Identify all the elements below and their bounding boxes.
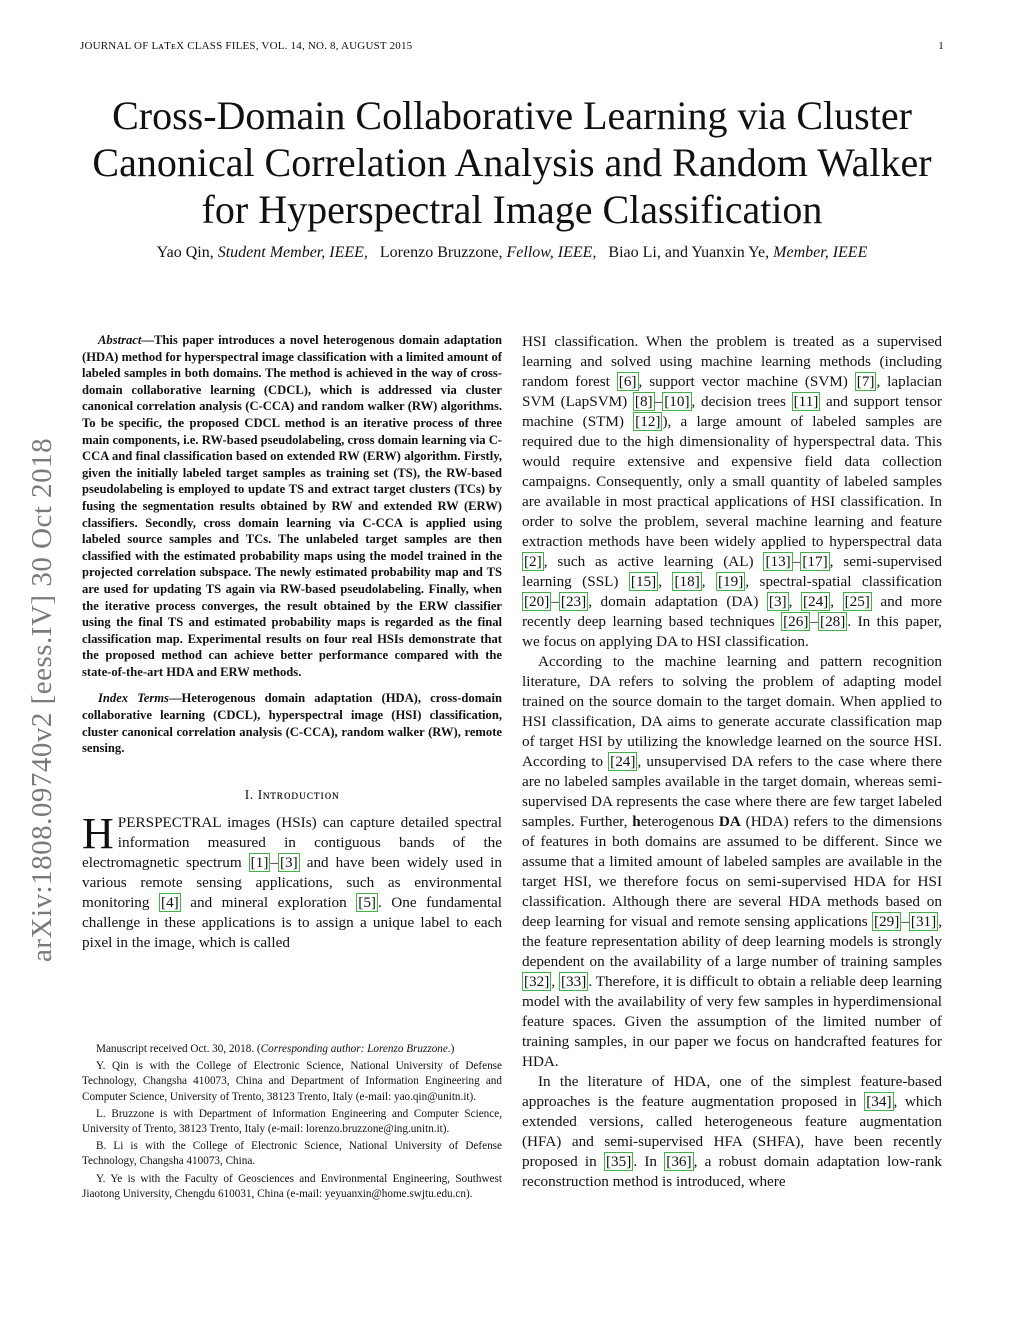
text-run: and more recently deep learning based techniques (522, 593, 943, 630)
abstract (82, 332, 502, 680)
text-run: According to the machine learning and pattern recognition literature, DA refers to solving the problem of adapting model trained on the source domain to the target domain. When applied to HSI classification, DA aims to generate accurate classification map of target HSI by utilizing the knowledge learned on the source HSI. According to (522, 653, 942, 770)
citation-link[interactable]: [23] (560, 593, 587, 610)
citation-link[interactable]: [17] (802, 553, 828, 570)
text-run: , (788, 593, 801, 610)
citation-link[interactable]: [24] (802, 593, 829, 610)
citation-link[interactable]: [18] (674, 573, 700, 590)
citation-link[interactable]: [13] (765, 553, 791, 570)
text-run: , such as active learning (AL) (543, 553, 764, 570)
citation-link[interactable]: [20] (524, 593, 550, 610)
citation-link[interactable]: [19] (718, 573, 744, 590)
citation-link[interactable]: [28] (820, 613, 846, 630)
text-run: – (810, 613, 819, 630)
text-run: eterogenous (640, 813, 719, 830)
citation-link[interactable]: [12] (635, 413, 661, 430)
text-run: – (654, 393, 663, 410)
text-run: , unsupervised DA refers to the case where there are no labeled samples available in the target domain, whereas semi-supervised DA represents the case where there are few target labeled samples. Further, (522, 753, 942, 830)
citation-link[interactable]: [24] (610, 753, 636, 770)
citation-link[interactable]: [2] (524, 553, 542, 570)
footnote-affiliation: Y. Qin is with the College of Electronic Science, National University of Defense Technology, Changsha 410073, China and Department of Information Engineering and Computer Science, University of Trento, 38123 Trento, Italy (e-mail: yao.qin@unitn.it). (82, 1060, 502, 1103)
title-line: Canonical Correlation Analysis and Random Walker (92, 140, 932, 185)
author-name: Yao Qin, (156, 244, 214, 261)
text-run: and have been widely used in various remote sensing applications, such as environmental monitoring (82, 853, 502, 911)
footnote-affiliation: L. Bruzzone is with Department of Information Engineering and Computer Science, University of Trento, 38123 Trento, Italy (e-mail: lorenzo.bruzzone@ing.unitn.it). (82, 1107, 502, 1136)
citation-link[interactable]: [32] (524, 973, 550, 990)
right-column (522, 332, 942, 1192)
body-paragraph (522, 332, 942, 652)
text-run: . Therefore, it is difficult to obtain a reliable deep learning model with the availability of very few samples in hyperdimensional feature spaces. Given the assumption of the limited number of training samples, in our paper we focus on handcrafted features for HDA. (522, 973, 943, 1070)
abstract-text: —This paper introduces a novel heterogenous domain adaptation (HDA) method for hyperspectral image classification with a limited amount of labeled samples in both domains. The method is achieved in the way of cross-domain collaborative learning (CDCL), which is addressed via cluster canonical correlation analysis (C-CCA) and random walker (RW) algorithms. To be specific, the proposed CDCL method is an iterative process of three main components, i.e. RW-based pseudolabeling, cross domain learning via C-CCA and final classification based on extended RW (ERW) algorithm. Firstly, given the initially labeled target samples as training set (TS), the RW-based pseudolabeling is employed to update TS and extract target clusters (TCs) by fusing the segmentation results obtained by RW and extended RW (ERW) classifiers. Secondly, cross domain learning via C-CCA is applied using labeled source samples and TCs. The unlabeled target samples are then classified with the estimated probability maps using the model trained in the projected correlation subspace. The newly estimated probability map and TS are used for updating TS again via RW-based pseudolabeling. Finally, when the iterative process converges, the result obtained by the ERW classifier using the final TS and estimated probability maps is regarded as the final classification map. Experimental results on four real HSIs demonstrate that the proposed method can achieve better performance compared with the state-of-the-art HDA and ERW methods. (82, 333, 502, 679)
abstract-label: Abstract (98, 333, 142, 347)
text-run: , (658, 573, 673, 590)
text-run: PERSPECTRAL images (HSIs) can capture detailed spectral information measured in contiguous bands of the electromagnetic spectrum (82, 813, 502, 871)
text-run: ), a large amount of labeled samples are required due to the high dimensionality of hyperspectral data. This would require extensive and expensive field data collection campaigns. Consequently, only a small quantity of labeled samples are available in most practical applications of HSI classification. In order to solve the problem, several machine learning and feature extraction methods have been widely applied to hyperspectral data (522, 413, 942, 550)
text-run: , which extended versions, called heterogeneous feature augmentation (HFA) and semi-supervised HFA (SHFA), have been recently proposed in (522, 1093, 943, 1170)
citation-link[interactable]: [29] (873, 913, 900, 930)
text-run: , (701, 573, 716, 590)
citation-link[interactable]: [1] (250, 853, 269, 871)
citation-link[interactable]: [10] (664, 393, 690, 410)
text-run: . In (633, 1153, 665, 1170)
text-run: , decision trees (691, 393, 792, 410)
text-run: – (792, 553, 801, 570)
citation-link[interactable]: [33] (561, 973, 587, 990)
index-terms-label: Index Terms (98, 691, 169, 706)
citation-link[interactable]: [15] (630, 573, 657, 590)
citation-link[interactable]: [11] (793, 393, 819, 410)
text-run: – (551, 593, 559, 610)
author-list (60, 244, 964, 262)
text-run: (HDA) refers to the dimensions of features in both domains are assumed to be different. Since we assume that a limited amount of labeled samples are available in the target HSI, we therefore focus on semi-supervised HDA for HSI classification. Although there are several HDA methods based on deep learning for visual and remote sensing applications (522, 813, 943, 930)
text-run: , (551, 973, 559, 990)
author-name: Lorenzo Bruzzone, (379, 244, 503, 261)
citation-link[interactable]: [8] (634, 393, 653, 410)
text-run: – (901, 913, 909, 930)
text-run: , (830, 593, 843, 610)
citation-link[interactable]: [36] (666, 1153, 692, 1170)
text-run: and support tensor machine (STM) (522, 393, 942, 430)
intro-paragraph (82, 808, 503, 953)
title-line: for Hyperspectral Image Classification (201, 187, 823, 232)
citation-link[interactable]: [26] (783, 613, 809, 630)
text-run: Manuscript received Oct. 30, 2018. ( (96, 1043, 261, 1055)
citation-link[interactable]: [35] (606, 1153, 632, 1170)
title-line: Cross-Domain Collaborative Learning via Cluster (112, 93, 912, 138)
footnote-affiliation: B. Li is with the College of Electronic Science, National University of Defense Technology, Changsha 410073, China. (82, 1140, 502, 1168)
text-run: . In this paper, we focus on applying DA to HSI classification. (522, 613, 942, 650)
footnote-affiliation: Y. Ye is with the Faculty of Geosciences and Environmental Engineering, Southwest Jiaotong University, Chengdu 610031, China (e-mail: yeyuanxin@home.swjtu.edu.cn). (82, 1172, 502, 1200)
citation-link[interactable]: [5] (358, 893, 376, 911)
citation-link[interactable]: [3] (279, 853, 298, 871)
drop-cap: H (82, 808, 114, 858)
citation-link[interactable]: [25] (844, 593, 870, 610)
author-role: Fellow, IEEE, (506, 244, 597, 261)
citation-link[interactable]: [31] (910, 913, 937, 930)
index-terms-text: —Heterogenous domain adaptation (HDA), cross-domain collaborative learning (CDCL), hyperspectral image (HSI) classification, cluster canonical correlation analysis (C-CCA), random walker (RW), remote sensing. (82, 691, 502, 756)
footnote-received (82, 1042, 502, 1057)
arxiv-identifier[interactable]: arXiv:1808.09740v2 [eess.IV] 30 Oct 2018 (26, 437, 58, 962)
author-name: Biao Li, and Yuanxin Ye, (608, 244, 770, 261)
citation-link[interactable]: [34] (866, 1093, 892, 1110)
section-heading: I. Iɴᴛʀᴏᴅᴜᴄᴛɪᴏɴ (244, 786, 340, 802)
text-run: HSI classification. When the problem is treated as a supervised learning and solved using machine learning methods (including random forest (522, 333, 942, 390)
citation-link[interactable]: [4] (161, 893, 179, 911)
left-column (82, 332, 502, 953)
footnotes (82, 1042, 502, 1204)
text-run: , spectral-spatial classification (745, 573, 943, 590)
text-run: and mineral exploration (180, 893, 357, 911)
text-run: , a robust domain adaptation low-rank reconstruction method is introduced, where (522, 1153, 942, 1190)
journal-title: JOURNAL OF LᴀTᴇX CLASS FILES, VOL. 14, NO. 8, AUGUST 2015 (80, 40, 413, 52)
emphasis-text: DA (718, 813, 741, 830)
text-run: , support vector machine (SVM) (638, 373, 855, 390)
text-run: – (270, 853, 278, 871)
running-head (80, 40, 944, 52)
text-run: ) (450, 1043, 455, 1055)
author-role: Student Member, IEEE, (217, 244, 368, 261)
text-run: Corresponding author: Lorenzo Bruzzone. (260, 1043, 451, 1055)
citation-link[interactable]: [6] (618, 373, 637, 390)
page-number: 1 (938, 40, 944, 52)
emphasis-text: h (632, 813, 641, 830)
text-run: , laplacian SVM (LapSVM) (522, 373, 942, 410)
text-run: , the feature representation ability of deep learning models is strongly dependent on the availability of a large number of training samples (522, 913, 942, 970)
body-paragraph (522, 1072, 942, 1192)
text-run: . One fundamental challenge in these applications is to assign a unique label to each pixel in the image, which is called (82, 893, 503, 951)
body-paragraph (522, 652, 942, 1072)
citation-link[interactable]: [3] (768, 593, 787, 610)
index-terms (82, 690, 502, 756)
author-role: Member, IEEE (773, 244, 868, 261)
text-run: , semi-supervised learning (SSL) (522, 553, 942, 590)
paper-title (60, 92, 964, 233)
text-run: , domain adaptation (DA) (588, 593, 767, 610)
text-run: In the literature of HDA, one of the simplest feature-based approaches is the feature augmentation proposed in (522, 1073, 942, 1110)
citation-link[interactable]: [7] (856, 373, 875, 390)
